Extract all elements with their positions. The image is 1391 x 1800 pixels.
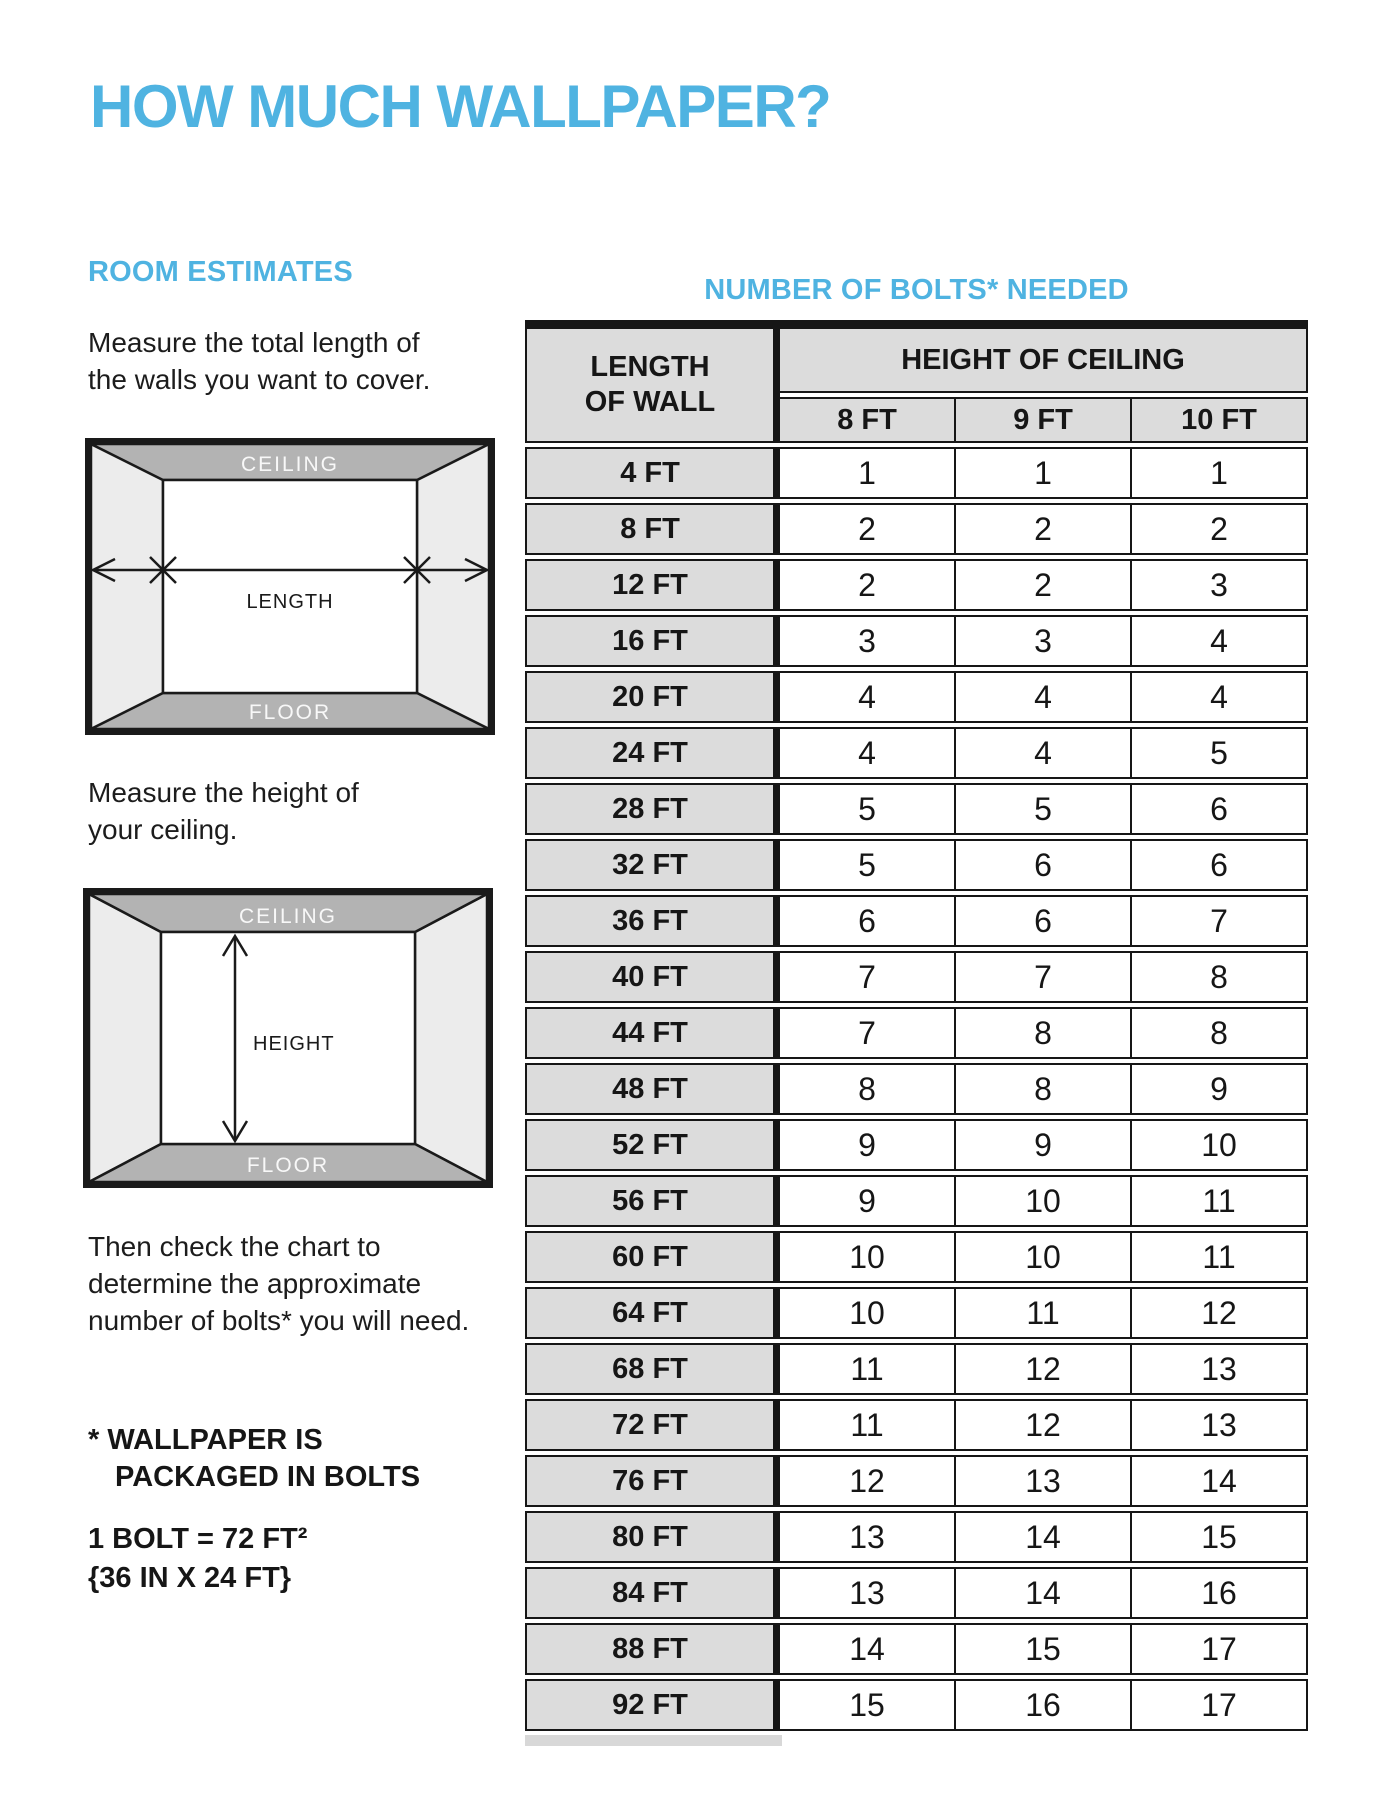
right-wall [417, 444, 489, 729]
text-line: determine the approximate [88, 1268, 422, 1299]
table-row [525, 1567, 1308, 1619]
bolts-value: 3 [956, 615, 1132, 667]
table-row [525, 1287, 1308, 1339]
bolts-value: 3 [1132, 559, 1308, 611]
bolts-value: 8 [956, 1007, 1132, 1059]
bolts-value: 5 [780, 783, 956, 835]
bolts-value: 4 [780, 671, 956, 723]
table-header-row [525, 329, 1308, 393]
height-of-ceiling-header: HEIGHT OF CEILING [780, 329, 1308, 393]
table-row [525, 1679, 1308, 1731]
bolts-value: 4 [1132, 615, 1308, 667]
bolts-value: 1 [1132, 447, 1308, 499]
bolts-value: 2 [956, 503, 1132, 555]
table-row [525, 1455, 1308, 1507]
left-wall [91, 444, 163, 729]
table-row [525, 839, 1308, 891]
row-label: 88 FT [525, 1623, 780, 1675]
bolts-value: 15 [780, 1679, 956, 1731]
row-label: 64 FT [525, 1287, 780, 1339]
bolts-value: 6 [956, 839, 1132, 891]
bolts-value: 16 [1132, 1567, 1308, 1619]
table-row [525, 1343, 1308, 1395]
row-label: 4 FT [525, 447, 780, 499]
bolt-size-info [88, 1520, 307, 1598]
bolts-value: 7 [956, 951, 1132, 1003]
table-row [525, 1119, 1308, 1171]
row-label: 92 FT [525, 1679, 780, 1731]
bolts-value: 4 [956, 671, 1132, 723]
instruction-step3 [88, 1228, 469, 1339]
row-label: 8 FT [525, 503, 780, 555]
row-label: 32 FT [525, 839, 780, 891]
length-label: LENGTH [246, 591, 334, 613]
row-label: 28 FT [525, 783, 780, 835]
table-row [525, 1007, 1308, 1059]
table-row [525, 1231, 1308, 1283]
bolts-value: 1 [956, 447, 1132, 499]
instruction-step1 [88, 324, 430, 398]
bolts-value: 11 [780, 1343, 956, 1395]
floor-label: FLOOR [248, 701, 332, 724]
bolts-value: 13 [1132, 1399, 1308, 1451]
bolts-value: 17 [1132, 1623, 1308, 1675]
text-line: PACKAGED IN BOLTS [115, 1461, 421, 1493]
bolts-value: 11 [1132, 1175, 1308, 1227]
ceiling-label: CEILING [240, 453, 340, 476]
row-label: 52 FT [525, 1119, 780, 1171]
bolts-value: 7 [780, 951, 956, 1003]
row-label: 16 FT [525, 615, 780, 667]
text-line: your ceiling. [88, 814, 238, 845]
bolts-value: 8 [780, 1063, 956, 1115]
row-label: 76 FT [525, 1455, 780, 1507]
ceiling-10ft-header: 10 FT [1132, 397, 1308, 443]
table-row [525, 615, 1308, 667]
bolts-value: 2 [956, 559, 1132, 611]
bolts-value: 6 [780, 895, 956, 947]
bolts-value: 17 [1132, 1679, 1308, 1731]
table-row [525, 895, 1308, 947]
bolts-value: 14 [1132, 1455, 1308, 1507]
row-label: 36 FT [525, 895, 780, 947]
bolt-dimensions: {36 IN X 24 FT} [88, 1562, 292, 1594]
back-wall [163, 480, 417, 693]
bolts-value: 4 [780, 727, 956, 779]
bolts-value: 14 [780, 1623, 956, 1675]
bolts-value: 5 [1132, 727, 1308, 779]
bolts-value: 10 [780, 1287, 956, 1339]
ceiling-9ft-header: 9 FT [956, 397, 1132, 443]
table-row [525, 727, 1308, 779]
table-row [525, 559, 1308, 611]
bolts-value: 9 [956, 1119, 1132, 1171]
bolts-value: 10 [1132, 1119, 1308, 1171]
row-label: 48 FT [525, 1063, 780, 1115]
bolts-value: 9 [1132, 1063, 1308, 1115]
bolts-value: 6 [1132, 839, 1308, 891]
bolts-value: 13 [780, 1567, 956, 1619]
room-estimates-heading: ROOM ESTIMATES [88, 256, 353, 288]
bolts-value: 7 [1132, 895, 1308, 947]
table-row [525, 671, 1308, 723]
bolts-value: 2 [1132, 503, 1308, 555]
right-wall [415, 894, 487, 1182]
bolts-value: 9 [780, 1175, 956, 1227]
text-line: LENGTH [590, 351, 710, 383]
table-row [525, 503, 1308, 555]
bolts-value: 14 [956, 1511, 1132, 1563]
row-label: 80 FT [525, 1511, 780, 1563]
text-line: Then check the chart to [88, 1231, 381, 1262]
bolts-value: 8 [1132, 1007, 1308, 1059]
bolts-value: 12 [780, 1455, 956, 1507]
room-length-diagram [85, 438, 495, 735]
bolts-value: 12 [956, 1343, 1132, 1395]
bolts-value: 1 [780, 447, 956, 499]
row-label: 84 FT [525, 1567, 780, 1619]
bolts-value: 8 [1132, 951, 1308, 1003]
bolts-value: 13 [780, 1511, 956, 1563]
room-height-diagram [83, 888, 493, 1188]
table-row [525, 1175, 1308, 1227]
floor-label: FLOOR [246, 1154, 330, 1177]
bolts-table [525, 325, 1308, 1735]
bolts-value: 14 [956, 1567, 1132, 1619]
row-label: 72 FT [525, 1399, 780, 1451]
row-label: 60 FT [525, 1231, 780, 1283]
bolts-value: 13 [1132, 1343, 1308, 1395]
bolts-table-container [525, 320, 1308, 1746]
table-row [525, 783, 1308, 835]
table-row [525, 951, 1308, 1003]
bolts-value: 11 [1132, 1231, 1308, 1283]
bolts-value: 2 [780, 503, 956, 555]
bolts-value: 10 [956, 1175, 1132, 1227]
row-label: 24 FT [525, 727, 780, 779]
text-line: Measure the height of [88, 777, 359, 808]
bolts-value: 11 [956, 1287, 1132, 1339]
table-row [525, 1623, 1308, 1675]
row-label: 56 FT [525, 1175, 780, 1227]
table-row [525, 1063, 1308, 1115]
height-label: HEIGHT [253, 1033, 335, 1055]
bolts-value: 16 [956, 1679, 1132, 1731]
bolts-table-body [525, 447, 1308, 1731]
bolts-value: 12 [1132, 1287, 1308, 1339]
bolts-value: 5 [956, 783, 1132, 835]
bolts-value: 5 [780, 839, 956, 891]
instruction-step2 [88, 774, 359, 848]
table-row [525, 447, 1308, 499]
bolts-value: 6 [956, 895, 1132, 947]
text-line: OF WALL [584, 386, 716, 418]
table-row [525, 1399, 1308, 1451]
row-label: 12 FT [525, 559, 780, 611]
bolts-value: 7 [780, 1007, 956, 1059]
text-line: * WALLPAPER IS [88, 1424, 323, 1456]
bolts-table-heading: NUMBER OF BOLTS* NEEDED [704, 274, 1129, 306]
bolts-value: 8 [956, 1063, 1132, 1115]
bolts-value: 2 [780, 559, 956, 611]
bolts-value: 9 [780, 1119, 956, 1171]
bolts-value: 13 [956, 1455, 1132, 1507]
bolts-value: 10 [956, 1231, 1132, 1283]
bolts-value: 15 [1132, 1511, 1308, 1563]
text-line: number of bolts* you will need. [88, 1305, 470, 1336]
row-label: 68 FT [525, 1343, 780, 1395]
bolts-value: 15 [956, 1623, 1132, 1675]
bolts-value: 4 [956, 727, 1132, 779]
bolts-value: 3 [780, 615, 956, 667]
bolts-value: 6 [1132, 783, 1308, 835]
left-wall [89, 894, 161, 1182]
bolts-value: 4 [1132, 671, 1308, 723]
bolts-value: 10 [780, 1231, 956, 1283]
bolts-value: 11 [780, 1399, 956, 1451]
label-column-shadow [525, 1735, 782, 1746]
bolt-equation: 1 BOLT = 72 FT² [88, 1523, 308, 1555]
text-line: Measure the total length of [88, 327, 420, 358]
ceiling-8ft-header: 8 FT [780, 397, 956, 443]
length-of-wall-header [525, 329, 780, 443]
table-row [525, 1511, 1308, 1563]
row-label: 40 FT [525, 951, 780, 1003]
bolts-footnote [88, 1422, 420, 1496]
text-line: the walls you want to cover. [88, 364, 431, 395]
ceiling-label: CEILING [238, 905, 338, 928]
row-label: 44 FT [525, 1007, 780, 1059]
bolts-value: 12 [956, 1399, 1132, 1451]
row-label: 20 FT [525, 671, 780, 723]
page-title: HOW MUCH WALLPAPER? [90, 73, 831, 140]
